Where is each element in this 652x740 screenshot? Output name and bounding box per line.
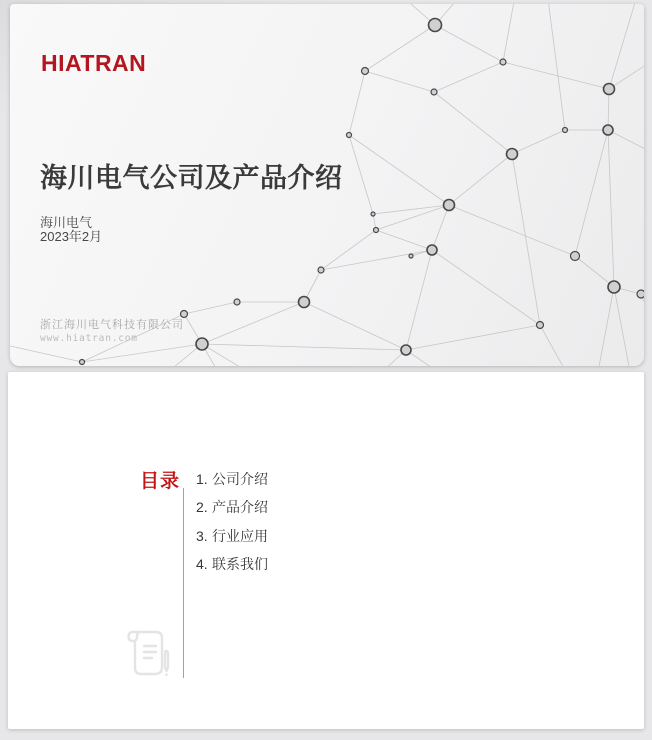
toc-item-number: 2. xyxy=(196,499,208,516)
hiatran-logo: HIATRAN xyxy=(41,50,147,76)
subtitle-company: 海川电气 xyxy=(40,215,93,230)
toc-heading: 目录 xyxy=(140,471,181,492)
slide-subtitle xyxy=(40,216,102,245)
toc-item xyxy=(196,465,268,493)
toc-item-number: 4. xyxy=(196,556,208,573)
slide-title: 海川电气公司及产品介绍 xyxy=(40,163,343,193)
document-pen-icon xyxy=(125,627,173,683)
toc-item-label: 公司介绍 xyxy=(212,471,268,487)
subtitle-date: 2023年2月 xyxy=(40,229,103,245)
toc-item xyxy=(196,522,268,550)
toc-divider-line xyxy=(183,488,184,678)
toc-list xyxy=(196,465,268,579)
toc-item-number: 1. xyxy=(196,471,208,487)
toc-item-label: 联系我们 xyxy=(212,556,268,573)
toc-item xyxy=(196,493,268,521)
toc-item-label: 产品介绍 xyxy=(212,499,268,516)
toc-item-number: 3. xyxy=(196,527,208,544)
toc-item-label: 行业应用 xyxy=(212,527,268,544)
slide-2-toc[interactable] xyxy=(8,372,644,729)
footer-company-name: 浙江海川电气科技有限公司 xyxy=(40,319,184,331)
footer-website: www.hiatran.com xyxy=(40,333,138,344)
slide-1-cover[interactable] xyxy=(10,4,644,366)
toc-item xyxy=(196,550,268,578)
